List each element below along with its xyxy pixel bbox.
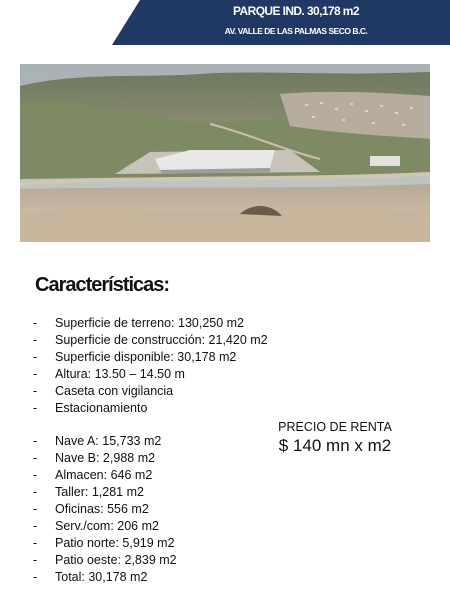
property-title: PARQUE IND. 30,178 m2 <box>233 4 359 18</box>
area-text: Taller: 1,281 m2 <box>55 485 144 499</box>
list-item <box>33 535 177 552</box>
bullet-dash: - <box>33 367 38 381</box>
list-item <box>33 569 177 586</box>
list-item <box>33 501 177 518</box>
area-text: Patio norte: 5,919 m2 <box>55 536 175 550</box>
area-text: Total: 30,178 m2 <box>55 570 148 584</box>
feature-text: Superficie de construcción: 21,420 m2 <box>55 333 268 347</box>
list-item <box>33 518 177 535</box>
bullet-dash: - <box>33 434 38 448</box>
bullet-dash: - <box>33 316 38 330</box>
header-banner <box>112 0 450 45</box>
bullet-dash: - <box>33 468 38 482</box>
list-item <box>33 315 268 332</box>
area-text: Oficinas: 556 m2 <box>55 502 149 516</box>
price-label: PRECIO DE RENTA <box>278 420 392 434</box>
bullet-dash: - <box>33 350 38 364</box>
section-heading: Características: <box>35 274 170 296</box>
area-text: Patio oeste: 2,839 m2 <box>55 553 177 567</box>
bullet-dash: - <box>33 502 38 516</box>
aerial-photo <box>20 64 430 242</box>
list-item <box>33 332 268 349</box>
list-item <box>33 383 268 400</box>
list-item <box>33 552 177 569</box>
list-item <box>33 467 177 484</box>
property-address: AV. VALLE DE LAS PALMAS SECO B.C. <box>224 26 368 36</box>
bullet-dash: - <box>33 570 38 584</box>
bullet-dash: - <box>33 519 38 533</box>
features-list <box>33 315 268 417</box>
feature-text: Superficie disponible: 30,178 m2 <box>55 350 237 364</box>
bullet-dash: - <box>33 485 38 499</box>
feature-text: Estacionamiento <box>55 401 148 415</box>
bullet-dash: - <box>33 333 38 347</box>
area-text: Almacen: 646 m2 <box>55 468 153 482</box>
feature-text: Caseta con vigilancia <box>55 384 174 398</box>
bullet-dash: - <box>33 451 38 465</box>
feature-text: Altura: 13.50 – 14.50 m <box>55 367 185 381</box>
bullet-dash: - <box>33 384 38 398</box>
list-item <box>33 450 177 467</box>
price-value: $ 140 mn x m2 <box>278 436 392 455</box>
bullet-dash: - <box>33 401 38 415</box>
list-item <box>33 349 268 366</box>
list-item <box>33 433 177 450</box>
area-text: Nave A: 15,733 m2 <box>55 434 162 448</box>
area-text: Serv./com: 206 m2 <box>55 519 159 533</box>
bullet-dash: - <box>33 536 38 550</box>
list-item <box>33 400 268 417</box>
area-text: Nave B: 2,988 m2 <box>55 451 156 465</box>
list-item <box>33 366 268 383</box>
list-item <box>33 484 177 501</box>
areas-list <box>33 433 177 586</box>
bullet-dash: - <box>33 553 38 567</box>
feature-text: Superficie de terreno: 130,250 m2 <box>55 316 245 330</box>
